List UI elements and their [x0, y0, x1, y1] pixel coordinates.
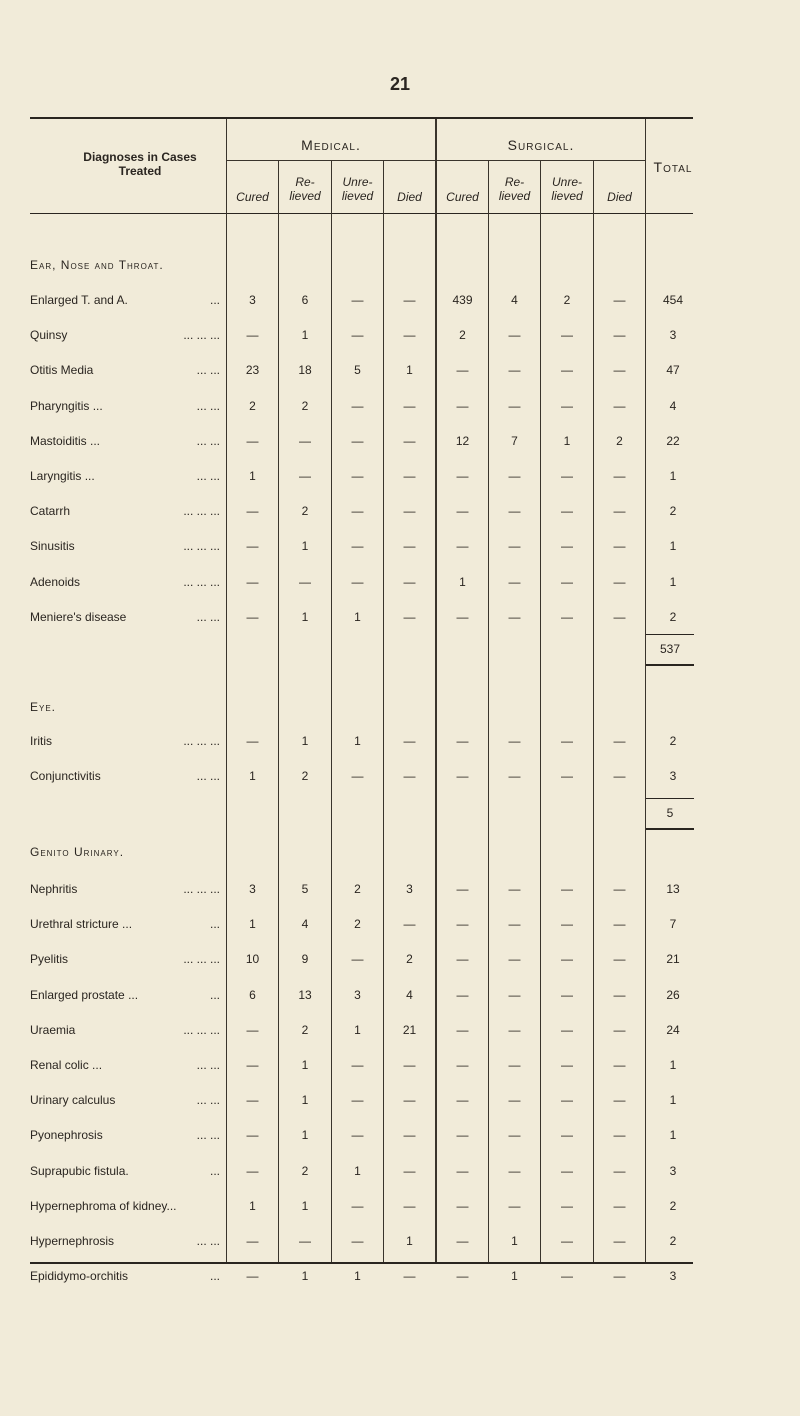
table-cell: 1	[406, 363, 413, 378]
table-cell: —	[613, 363, 626, 378]
table-cell: 18	[298, 363, 312, 378]
table-cell: —	[456, 609, 469, 624]
table-cell: —	[613, 539, 626, 554]
row-label: Epididymo-orchitis	[30, 1269, 129, 1284]
table-cell: 6	[249, 987, 256, 1002]
table-cell: 1	[301, 734, 309, 748]
row-label: Pyonephrosis	[30, 1128, 103, 1143]
table-cell: 6	[301, 293, 309, 307]
table-cell: —	[456, 952, 469, 967]
row-label: Pyelitis	[30, 952, 69, 967]
table-cell: —	[403, 1058, 416, 1072]
table-cell: —	[403, 539, 416, 554]
table-cell: —	[456, 398, 469, 413]
table-cell: —	[613, 987, 626, 1002]
table-cell: —	[351, 398, 364, 413]
total-cell: 21	[666, 952, 680, 967]
table-cell: —	[403, 574, 416, 589]
table-cell: —	[508, 734, 521, 748]
table-cell: 5	[301, 882, 309, 896]
table-cell: —	[299, 433, 311, 448]
table-cell: —	[351, 1234, 364, 1248]
leader-dots: ... ...	[196, 363, 220, 378]
section-subtotal: 537	[659, 642, 681, 656]
table-cell: —	[403, 293, 416, 307]
row-label: Pharyngitis ...	[30, 398, 103, 413]
table-cell: 2	[406, 952, 413, 967]
table-cell: 1	[354, 1163, 361, 1178]
table-cell: —	[351, 1198, 364, 1213]
section-subtotal: 5	[666, 806, 674, 820]
table-cell: —	[456, 363, 469, 378]
table-cell: —	[561, 987, 573, 1002]
leader-dots: ... ...	[196, 609, 220, 624]
total-cell: 2	[669, 1234, 677, 1248]
table-cell: —	[351, 574, 364, 589]
table-cell: —	[613, 574, 626, 589]
table-cell: 2	[301, 398, 309, 413]
table-cell: —	[613, 734, 626, 748]
table-cell: —	[561, 1128, 573, 1143]
table-cell: 2	[616, 433, 623, 448]
table-cell: —	[246, 1163, 259, 1178]
table-cell: 7	[511, 433, 518, 448]
leader-dots: ... ...	[196, 398, 220, 413]
table-cell: —	[508, 1022, 521, 1037]
table-cell: —	[403, 398, 416, 413]
total-cell: 47	[666, 363, 680, 378]
table-cell: 2	[249, 398, 256, 413]
table-cell: —	[246, 1022, 259, 1037]
total-cell: 1	[669, 574, 677, 589]
table-cell: 2	[301, 1022, 309, 1037]
table-cell: —	[561, 398, 573, 413]
table-cell: —	[246, 504, 259, 519]
table-cell: —	[403, 1269, 416, 1284]
table-cell: —	[351, 504, 364, 519]
table-cell: —	[351, 1058, 364, 1072]
table-cell: 13	[298, 987, 312, 1002]
total-cell: 24	[666, 1022, 680, 1037]
table-cell: —	[561, 539, 573, 554]
row-label: Enlarged T. and A.	[30, 293, 128, 307]
table-cell: 1	[301, 1269, 309, 1284]
leader-dots: ... ... ...	[183, 1022, 220, 1037]
table-cell: —	[246, 328, 259, 343]
table-cell: —	[351, 1093, 364, 1108]
table-cell: —	[246, 609, 259, 624]
table-cell: 1	[563, 433, 571, 448]
subheader-6: Unre- lieved	[551, 175, 583, 203]
table-cell: —	[561, 1093, 573, 1108]
leader-dots: ... ...	[196, 1058, 220, 1072]
table-cell: —	[246, 539, 259, 554]
table-cell: —	[561, 1163, 573, 1178]
row-label: Otitis Media	[30, 363, 94, 378]
table-cell: —	[403, 1198, 416, 1213]
table-cell: —	[456, 1128, 469, 1143]
table-cell: —	[561, 574, 573, 589]
total-cell: 2	[669, 734, 677, 748]
total-cell: 22	[666, 433, 680, 448]
table-cell: 2	[301, 769, 309, 783]
col-line-4	[435, 119, 437, 1262]
subtotal-bottom-rule	[646, 828, 694, 830]
table-cell: —	[456, 1093, 469, 1108]
total-cell: 1	[669, 539, 677, 554]
table-cell: 4	[406, 987, 413, 1002]
table-cell: 1	[511, 1234, 518, 1248]
leader-dots: ... ... ...	[183, 328, 220, 343]
total-cell: 3	[669, 769, 677, 783]
table-cell: —	[613, 1234, 626, 1248]
header-medical: Medical.	[301, 137, 361, 153]
table-cell: —	[456, 734, 469, 748]
leader-dots: ... ...	[196, 469, 220, 483]
row-label: Adenoids	[30, 574, 81, 589]
row-label: Nephritis	[30, 882, 78, 896]
table-cell: —	[456, 1234, 469, 1248]
total-cell: 1	[669, 1093, 677, 1108]
table-cell: 1	[511, 1269, 518, 1284]
table-cell: —	[613, 469, 626, 483]
header-diagnoses: Diagnoses in Cases Treated	[83, 150, 197, 178]
table-cell: —	[561, 504, 573, 519]
table-cell: —	[613, 1022, 626, 1037]
subtotal-bottom-rule	[646, 664, 694, 666]
total-cell: 26	[666, 987, 680, 1002]
section-title: Ear, Nose and Throat.	[30, 258, 164, 272]
table-cell: —	[613, 293, 626, 307]
subheader-3: Died	[397, 190, 422, 204]
table-cell: —	[508, 1128, 521, 1143]
table-cell: —	[456, 769, 469, 783]
table-cell: 1	[301, 609, 309, 624]
table-cell: —	[456, 1058, 469, 1072]
table-cell: —	[561, 1269, 573, 1284]
table-cell: —	[403, 734, 416, 748]
total-cell: 3	[669, 328, 677, 343]
table-cell: —	[246, 1234, 259, 1248]
leader-dots: ... ... ...	[183, 539, 220, 554]
table-cell: —	[403, 917, 416, 932]
table-cell: 2	[301, 504, 309, 519]
table-cell: —	[561, 1198, 573, 1213]
row-label: Mastoiditis ...	[30, 433, 101, 448]
row-label: Iritis	[30, 734, 52, 748]
table-cell: 23	[245, 363, 260, 378]
subheader-4: Cured	[446, 190, 479, 204]
table-cell: 439	[452, 293, 473, 307]
header-surgical: Surgical.	[507, 137, 575, 153]
table-cell: —	[246, 1058, 259, 1072]
table-cell: 4	[511, 293, 518, 307]
table-cell: —	[613, 882, 626, 896]
table-cell: —	[508, 917, 521, 932]
table-cell: —	[561, 609, 573, 624]
table-cell: —	[508, 574, 521, 589]
row-label: Meniere's disease	[30, 609, 127, 624]
table-cell: —	[508, 1093, 521, 1108]
table-cell: —	[561, 952, 573, 967]
table-cell: —	[299, 1234, 311, 1248]
leader-dots: ... ...	[196, 1093, 220, 1108]
table-cell: —	[613, 1269, 626, 1284]
table-cell: —	[613, 769, 626, 783]
table-cell: —	[246, 734, 259, 748]
table-cell: —	[456, 1198, 469, 1213]
table-cell: 1	[249, 917, 256, 932]
table-cell: —	[299, 574, 311, 589]
table-cell: 1	[249, 469, 256, 483]
table-cell: 2	[459, 328, 466, 343]
table-cell: —	[456, 882, 469, 896]
table-cell: —	[561, 363, 573, 378]
table-cell: 21	[402, 1022, 417, 1037]
table-cell: —	[403, 1163, 416, 1178]
leader-dots: ...	[209, 917, 220, 932]
table-cell: —	[561, 734, 573, 748]
total-cell: 2	[669, 609, 677, 624]
col-line-8	[645, 119, 646, 1262]
leader-dots: ... ... ...	[183, 574, 220, 589]
subheader-2: Unre- lieved	[341, 175, 374, 203]
table-cell: —	[351, 952, 364, 967]
total-cell: 7	[669, 917, 677, 932]
leader-dots: ... ... ...	[183, 882, 220, 896]
table-cell: —	[508, 1198, 521, 1213]
table-cell: —	[561, 917, 573, 932]
table-cell: 3	[406, 882, 413, 896]
total-cell: 1	[669, 1128, 677, 1143]
total-cell: 1	[669, 469, 677, 483]
table-cell: 9	[301, 952, 309, 967]
table-cell: 1	[301, 1058, 309, 1072]
table-cell: —	[561, 882, 573, 896]
table-cell: —	[561, 1022, 573, 1037]
subtotal-top-rule	[646, 798, 694, 799]
table-cell: —	[508, 539, 521, 554]
row-label: Hypernephroma of kidney...	[30, 1198, 177, 1213]
total-cell: 3	[669, 1163, 677, 1178]
table-cell: 1	[249, 1198, 256, 1213]
table-cell: —	[246, 1269, 259, 1284]
table-cell: —	[561, 328, 573, 343]
table-cell: 1	[301, 1128, 309, 1143]
table-cell: —	[456, 987, 469, 1002]
row-label: Conjunctivitis	[30, 769, 101, 783]
table-cell: 4	[301, 917, 309, 932]
total-cell: 2	[669, 504, 677, 519]
header-total: Total	[653, 159, 693, 175]
table-cell: 1	[301, 1198, 309, 1213]
table-cell: 3	[249, 293, 256, 307]
table-cell: —	[403, 609, 416, 624]
table-cell: —	[351, 1128, 364, 1143]
table-cell: —	[456, 469, 469, 483]
leader-dots: ... ... ...	[183, 504, 220, 519]
subheader-1: Re- lieved	[289, 175, 321, 203]
table-cell: —	[456, 539, 469, 554]
table-cell: 1	[249, 769, 256, 783]
leader-dots: ...	[209, 1269, 220, 1284]
row-label: Suprapubic fistula.	[30, 1163, 129, 1178]
table-cell: 2	[354, 917, 361, 932]
leader-dots: ... ...	[196, 769, 220, 783]
total-cell: 454	[662, 293, 684, 307]
table-cell: —	[613, 504, 626, 519]
row-label: Hypernephrosis	[30, 1234, 115, 1248]
table-cell: —	[508, 363, 521, 378]
table-cell: —	[351, 469, 364, 483]
section-title: Eye.	[30, 700, 57, 714]
leader-dots: ... ...	[196, 1234, 220, 1248]
section-title: Genito Urinary.	[30, 845, 125, 859]
subheader-0: Cured	[236, 190, 269, 204]
table-cell: —	[456, 504, 469, 519]
table-cell: 10	[245, 952, 260, 967]
row-label: Urethral stricture ...	[30, 917, 133, 932]
table-cell: —	[613, 398, 626, 413]
table-cell: —	[613, 917, 626, 932]
table-cell: 1	[354, 1269, 361, 1284]
subheader-5: Re- lieved	[498, 175, 531, 203]
table-cell: —	[613, 1058, 626, 1072]
total-cell: 2	[669, 1198, 677, 1213]
total-cell: 4	[669, 398, 677, 413]
table-bottom-rule	[30, 1262, 693, 1264]
table-cell: —	[613, 328, 626, 343]
table-cell: —	[508, 609, 521, 624]
table-cell: —	[508, 1163, 521, 1178]
table-top-rule	[30, 117, 693, 119]
table-cell: —	[561, 1058, 573, 1072]
table-cell: —	[561, 469, 573, 483]
leader-dots: ... ...	[196, 433, 220, 448]
table-cell: 1	[301, 539, 309, 554]
table-cell: —	[403, 328, 416, 343]
subheader-7: Died	[607, 190, 632, 204]
table-cell: —	[403, 504, 416, 519]
leader-dots: ... ...	[196, 1128, 220, 1143]
row-label: Laryngitis ...	[30, 469, 95, 483]
row-label: Sinusitis	[30, 539, 75, 554]
leader-dots: ... ... ...	[183, 952, 220, 967]
table-cell: 1	[354, 1022, 361, 1037]
row-label: Urinary calculus	[30, 1093, 116, 1108]
table-cell: —	[613, 1198, 626, 1213]
table-cell: —	[613, 609, 626, 624]
table-cell: —	[403, 469, 416, 483]
table-cell: 1	[459, 574, 466, 589]
table-cell: —	[508, 952, 521, 967]
leader-dots: ...	[209, 293, 220, 307]
col-line-0	[226, 119, 227, 1262]
surgical-group-rule	[436, 160, 646, 161]
table-cell: —	[508, 469, 521, 483]
table-cell: 1	[406, 1234, 413, 1248]
table-cell: —	[613, 1163, 626, 1178]
table-cell: 2	[354, 882, 361, 896]
table-cell: 3	[249, 882, 256, 896]
table-cell: —	[508, 328, 521, 343]
page-number: 21	[389, 74, 411, 94]
table-cell: —	[508, 504, 521, 519]
table-cell: —	[403, 433, 416, 448]
table-cell: —	[351, 433, 364, 448]
table-cell: —	[246, 433, 259, 448]
total-cell: 3	[669, 1269, 677, 1284]
table-cell: 1	[301, 1093, 309, 1108]
table-cell: —	[351, 293, 364, 307]
table-cell: —	[246, 1093, 259, 1108]
table-cell: —	[403, 1093, 416, 1108]
table-cell: —	[508, 987, 521, 1002]
row-label: Renal colic ...	[30, 1058, 103, 1072]
table-cell: —	[351, 769, 364, 783]
table-cell: 12	[455, 433, 470, 448]
table-cell: 1	[301, 328, 309, 343]
table-cell: —	[561, 1234, 573, 1248]
total-cell: 1	[669, 1058, 677, 1072]
subtotal-top-rule	[646, 634, 694, 635]
table-cell: —	[561, 769, 573, 783]
table-cell: —	[456, 917, 469, 932]
table-cell: —	[351, 328, 364, 343]
table-cell: —	[456, 1163, 469, 1178]
table-cell: —	[613, 952, 626, 967]
table-cell: —	[508, 769, 521, 783]
row-label: Uraemia	[30, 1022, 76, 1037]
table-cell: —	[403, 769, 416, 783]
table-cell: —	[508, 882, 521, 896]
leader-dots: ...	[209, 1163, 220, 1178]
leader-dots: ... ... ...	[183, 734, 220, 748]
table-cell: 1	[354, 734, 361, 748]
table-cell: —	[403, 1128, 416, 1143]
table-cell: 3	[354, 987, 361, 1002]
table-cell: 5	[354, 363, 361, 378]
total-cell: 13	[666, 882, 680, 896]
table-cell: 1	[354, 609, 361, 624]
table-cell: —	[613, 1093, 626, 1108]
table-cell: —	[613, 1128, 626, 1143]
table-cell: 2	[301, 1163, 309, 1178]
table-cell: —	[299, 469, 311, 483]
row-label: Catarrh	[30, 504, 71, 519]
table-cell: 2	[563, 293, 571, 307]
table-cell: —	[246, 574, 259, 589]
row-label: Quinsy	[30, 328, 68, 343]
table-cell: —	[508, 1058, 521, 1072]
table-cell: —	[456, 1269, 469, 1284]
leader-dots: ...	[209, 987, 220, 1002]
table-cell: —	[456, 1022, 469, 1037]
table-cell: —	[508, 398, 521, 413]
table-cell: —	[246, 1128, 259, 1143]
row-label: Enlarged prostate ...	[30, 987, 139, 1002]
table-cell: —	[351, 539, 364, 554]
